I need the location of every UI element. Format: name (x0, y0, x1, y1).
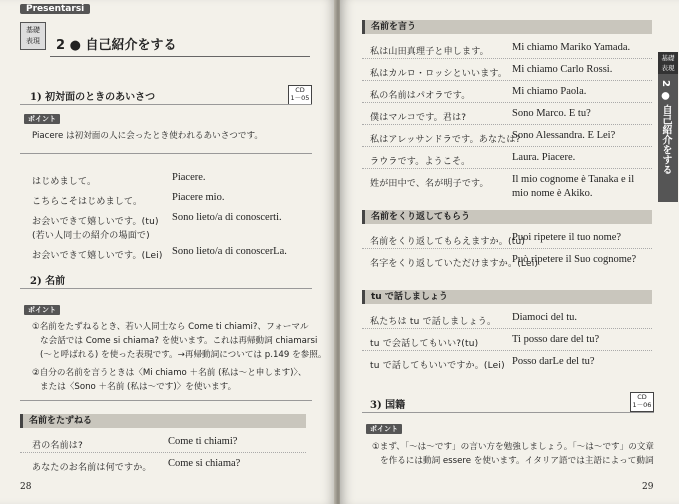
phrase-it: Mi chiamo Carlo Rossi. (512, 64, 613, 75)
row-divider (362, 168, 652, 169)
phrase-jp: 私の名前はパオラです。 (370, 91, 471, 101)
phrase-jp: 君の名前は? (32, 441, 83, 451)
phrase-it: Mi chiamo Mariko Yamada. (512, 42, 631, 53)
running-header: Presentarsi (20, 4, 90, 14)
phrase-it: Diamoci del tu. (512, 312, 578, 323)
phrase-jp: はじめまして。 (32, 177, 97, 187)
section3-rule (362, 412, 654, 413)
phrase-it: Sono Alessandra. E Lei? (512, 130, 616, 141)
row-divider (362, 58, 652, 59)
phrase-it: Il mio cognome è Tanaka e il (512, 174, 635, 185)
phrase-it: Ti posso dare del tu? (512, 334, 600, 345)
phrase-jp: 私はアレッサンドラです。あなたは? (370, 135, 521, 145)
lesson-badge (20, 22, 46, 50)
cd-label: CD (295, 86, 305, 94)
section3-heading: 3) 国籍 (370, 400, 406, 411)
row-divider (362, 248, 652, 249)
phrase-it: Può ripetere il Suo cognome? (512, 254, 637, 265)
section2-rule (20, 288, 312, 289)
phrase-jp: tu で会話してもいい?(tu) (370, 339, 479, 349)
phrase-jp: 僕はマルコです。君は? (370, 113, 467, 123)
phrase-jp: 私は山田真理子と申します。 (370, 47, 489, 57)
cd-track-icon (630, 392, 654, 412)
row-divider (362, 350, 652, 351)
phrase-jp: 私はカルロ・ロッシといいます。 (370, 69, 508, 79)
row-divider (362, 124, 652, 125)
phrase-jp: 名字をくり返していただけますか。(Lei) (370, 259, 539, 269)
cd-track-icon (288, 85, 312, 105)
phrase-jp: お会いできて嬉しいです。(Lei) (32, 251, 163, 261)
subsection-band: 名前をくり返してもらう (362, 210, 652, 224)
lesson-badge-line2: 表現 (26, 37, 40, 45)
row-divider (20, 452, 306, 453)
phrase-it: Mi chiamo Paola. (512, 86, 587, 97)
lesson-badge-line1: 基礎 (26, 26, 40, 34)
phrase-jp-note: (若い人同士の紹介の場面で) (32, 231, 150, 241)
point-line: を作るには動詞 essere を使います。イタリア語では主語によって動詞 (380, 456, 654, 466)
point-text: Piacere は初対面の人に会ったとき使われるあいさつです。 (32, 131, 263, 141)
point-rule (20, 400, 312, 401)
phrase-it: Posso darLe del tu? (512, 356, 595, 367)
point-rule (20, 153, 312, 154)
phrase-jp: ラウラです。ようこそ。 (370, 157, 471, 167)
row-divider (362, 80, 652, 81)
row-divider (362, 328, 652, 329)
phrase-jp: 姓が田中で、名が明子です。 (370, 179, 489, 189)
section1-heading: 1) 初対面のときのあいさつ (30, 92, 156, 103)
cd-track: 1－05 (290, 94, 310, 102)
point-line: な会話では Come si chiama? を使います。これは再帰動詞 chiamarsi (40, 336, 318, 346)
left-page (0, 0, 336, 504)
phrase-it: Piacere. (172, 172, 206, 183)
section2-heading: 2) 名前 (30, 276, 66, 287)
point-line: (～と呼ばれる) を使った表現です。→再帰動詞については p.149 を参照。 (40, 350, 327, 360)
point-label: ポイント (24, 305, 60, 315)
phrase-jp: 名前をくり返してもらえますか。(tu) (370, 237, 526, 247)
subsection-band: 名前を言う (362, 20, 652, 34)
side-tab-badge-line1: 基礎 (661, 54, 675, 62)
section1-rule (20, 104, 312, 105)
point-line: ②自分の名前を言うときは〈Mi chiamo ＋名前 (私は～と申します)〉、 (32, 368, 307, 378)
point-line: ①まず、「～は～です」の言い方を勉強しましょう。「～は～です」の文章 (372, 442, 655, 452)
side-tab-badge-line2: 表現 (661, 64, 675, 72)
chapter-side-tab (658, 52, 678, 202)
phrase-it: Piacere mio. (172, 192, 225, 203)
point-label: ポイント (366, 424, 402, 434)
phrase-it: Puoi ripetere il tuo nome? (512, 232, 622, 243)
point-label: ポイント (24, 114, 60, 124)
point-line: ①名前をたずねるとき、若い人同士なら Come ti chiami?、フォーマル (32, 322, 309, 332)
page-number: 28 (20, 482, 32, 492)
phrase-it: Sono lieto/a di conoscerti. (172, 212, 282, 223)
phrase-it: Come ti chiami? (168, 436, 238, 447)
cd-track: 1－06 (632, 401, 652, 409)
row-divider (362, 102, 652, 103)
phrase-it: Sono Marco. E tu? (512, 108, 591, 119)
phrase-jp: tu で話してもいいですか。(Lei) (370, 361, 505, 371)
side-tab-badge (658, 52, 678, 74)
lesson-title: 2 ● 自己紹介をする (56, 38, 177, 53)
phrase-it: Sono lieto/a di conoscerLa. (172, 246, 287, 257)
cd-label: CD (637, 393, 647, 401)
phrase-jp: 私たちは tu で話しましょう。 (370, 317, 497, 327)
subsection-band: 名前をたずねる (20, 414, 306, 428)
phrase-jp: あなたのお名前は何ですか。 (32, 463, 152, 473)
phrase-jp: お会いできて嬉しいです。(tu) (32, 217, 159, 227)
phrase-it-cont: mio nome è Akiko. (512, 188, 593, 199)
lesson-title-rule (50, 56, 310, 57)
side-tab-title: 2 ● 自己紹介をする (660, 80, 671, 175)
phrase-jp: こちらこそはじめまして。 (32, 197, 143, 207)
right-page (340, 0, 679, 504)
phrase-it: Laura. Piacere. (512, 152, 576, 163)
phrase-it: Come si chiama? (168, 458, 241, 469)
row-divider (362, 146, 652, 147)
point-line: または〈Sono ＋名前 (私は～です)〉を使います。 (40, 382, 237, 392)
subsection-band: tu で話しましょう (362, 290, 652, 304)
page-number: 29 (642, 482, 654, 492)
